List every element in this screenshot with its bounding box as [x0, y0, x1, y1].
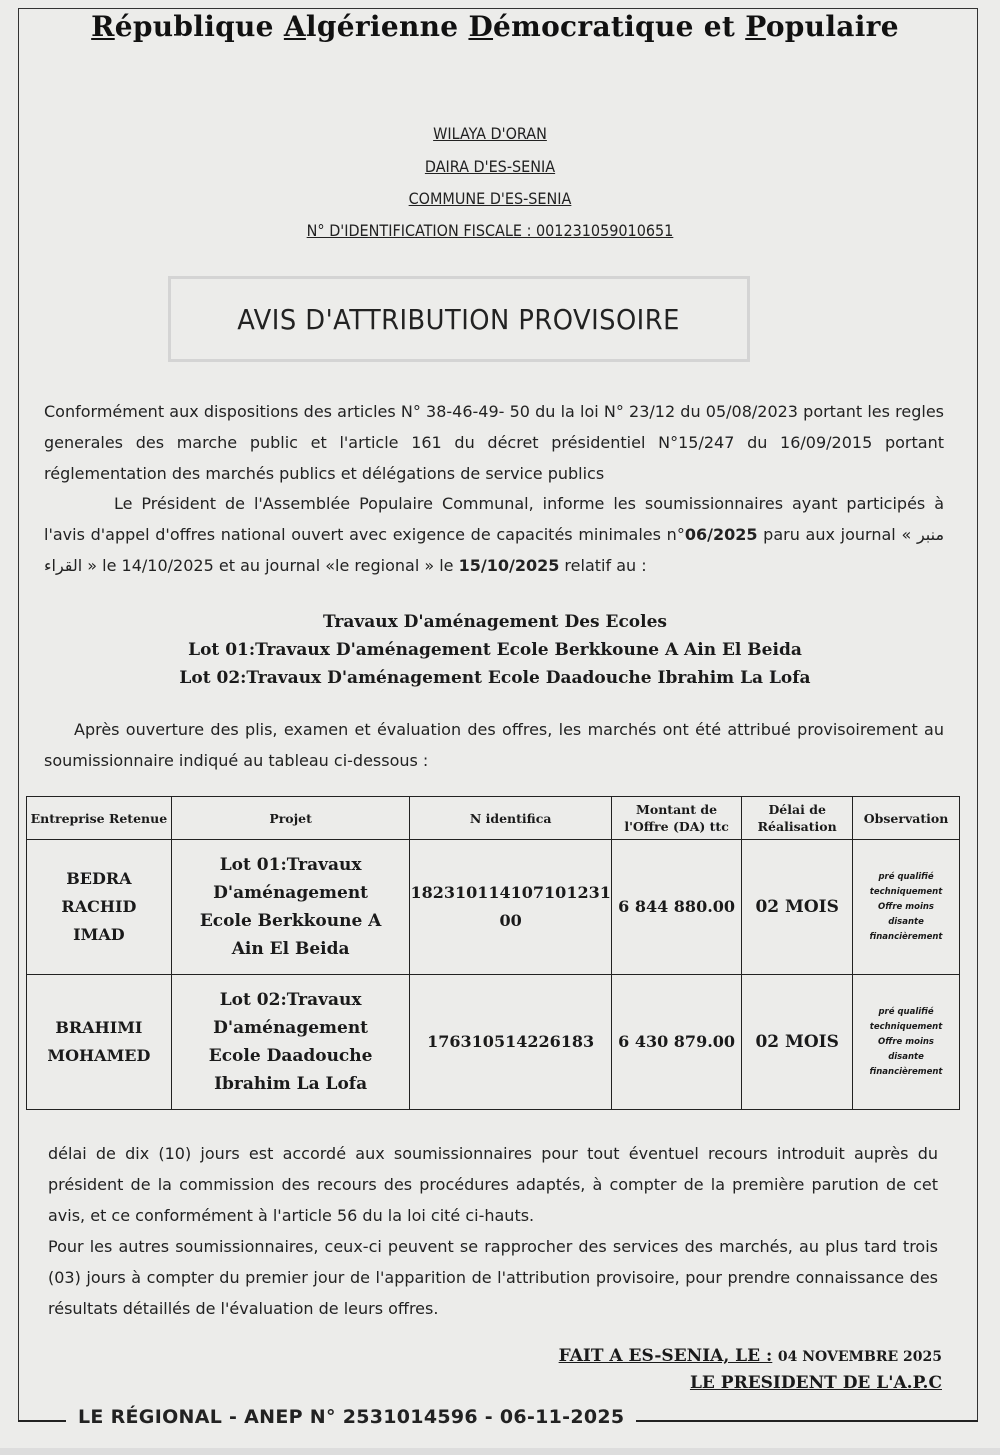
table-header-row [27, 797, 960, 840]
cell-entreprise: BEDRA RACHID IMAD [27, 840, 172, 975]
cell-nid: 176310514226183 [410, 975, 611, 1110]
header-observation: Observation [853, 797, 960, 840]
cell-nid: 182310114107101231​00 [410, 840, 611, 975]
document-title: AVIS D'ATTRIBUTION PROVISOIRE [237, 302, 681, 336]
signature-title [690, 1373, 942, 1393]
president-label: LE PRESIDENT DE L'A.P.C [689, 1373, 942, 1393]
fait-label: FAIT A ES-SENIA, LE : [558, 1346, 773, 1366]
header-entreprise: Entreprise Retenue [27, 797, 172, 840]
header-montant: Montant de l'Offre (DA) ttc [611, 797, 741, 840]
cell-delai: 02 MOIS [742, 840, 853, 975]
recourse-paragraph: délai de dix (10) jours est accordé aux soumissionnaires pour tout éventuel recours introduit auprès du président de la commission des recours des procédures adaptés, à compter de la première parution de cet avis, et ce conformément à l'article 56 du la loi cité ci-hauts. [48, 1144, 938, 1225]
announcement-text-a: Le Président de l'Assemblée Populaire Communal, informe les soumissionnaires ayant participés à l'avis d'appel d'offres national ouvert avec exigence de capacités minimales n° [44, 494, 944, 544]
header-projet: Projet [171, 797, 410, 840]
cell-montant: 6 844 880.00 [611, 840, 741, 975]
table-row [27, 840, 960, 975]
cell-observation: pré qualifié techniquement Offre moins disante financièrement [853, 840, 960, 975]
announcement-paragraph [44, 488, 944, 581]
signature-date: 04 NOVEMBRE 2025 [777, 1349, 942, 1365]
announcement-text-c: relatif au : [559, 556, 647, 575]
nif-line: N° D'IDENTIFICATION FISCALE : 001231059010651 [306, 221, 674, 240]
publication-date: 15/10/2025 [458, 556, 560, 575]
wilaya-line: WILAYA D'ORAN [433, 124, 547, 143]
table-row [27, 975, 960, 1110]
legal-reference-paragraph: Conformément aux dispositions des articles N° 38-46-49- 50 du la loi N° 23/12 du 05/08/2023 portant les regles generales des marche public et l'article 161 du décret présidentiel N°15/247 du 16/09/2015 portant réglementation des marchés publics et délégations de service publics [44, 402, 944, 483]
cell-montant: 6 430 879.00 [611, 975, 741, 1110]
title-box [168, 276, 750, 362]
objet-line-2: Lot 01:Travaux D'aménagement Ecole Berkkoune A Ain El Beida [188, 640, 802, 660]
cell-projet: Lot 02:Travaux D'aménagement Ecole Daadouche Ibrahim La Lofa [171, 975, 410, 1110]
bottom-band [0, 1448, 1000, 1455]
tender-number: 06/2025 [684, 525, 758, 544]
daira-line: DAIRA D'ES-SENIA [424, 157, 556, 176]
cell-observation: pré qualifié techniquement Offre moins disante financièrement [853, 975, 960, 1110]
evaluation-paragraph: Après ouverture des plis, examen et évaluation des offres, les marchés ont été attribué provisoirement au soumissionnaire indiqué au tableau ci-dessous : [44, 720, 944, 770]
objet-line-3: Lot 02:Travaux D'aménagement Ecole Daadouche Ibrahim La Lofa [179, 668, 811, 688]
objet-line-1: Travaux D'aménagement Des Ecoles [322, 612, 667, 632]
cell-entreprise: BRAHIMI MOHAMED [27, 975, 172, 1110]
announcement-text-b: paru aux journal « منبر القراء » le 14/10/2025 et au journal «le regional » le [44, 525, 945, 575]
commune-line: COMMUNE D'ES-SENIA [408, 189, 572, 208]
signature-place-date [559, 1346, 942, 1366]
other-bidders-paragraph: Pour les autres soumissionnaires, ceux-ci peuvent se rapprocher des services des marchés, au plus tard trois (03) jours à compter du premier jour de l'apparition de l'attribution provisoire, pour prendre connaissance des résultats détaillés de l'évaluation de leurs offres. [48, 1237, 938, 1318]
cell-delai: 02 MOIS [742, 975, 853, 1110]
cell-projet: Lot 01:Travaux D'aménagement Ecole Berkkoune A Ain El Beida [171, 840, 410, 975]
republic-heading: République Algérienne Démocratique et Populaire [91, 10, 899, 43]
header-nid: N identifica [410, 797, 611, 840]
header-delai: Délai de Réalisation [742, 797, 853, 840]
publication-footer: LE RÉGIONAL - ANEP N° 2531014596 - 06-11-2025 [66, 1406, 636, 1428]
award-table [26, 796, 960, 1110]
